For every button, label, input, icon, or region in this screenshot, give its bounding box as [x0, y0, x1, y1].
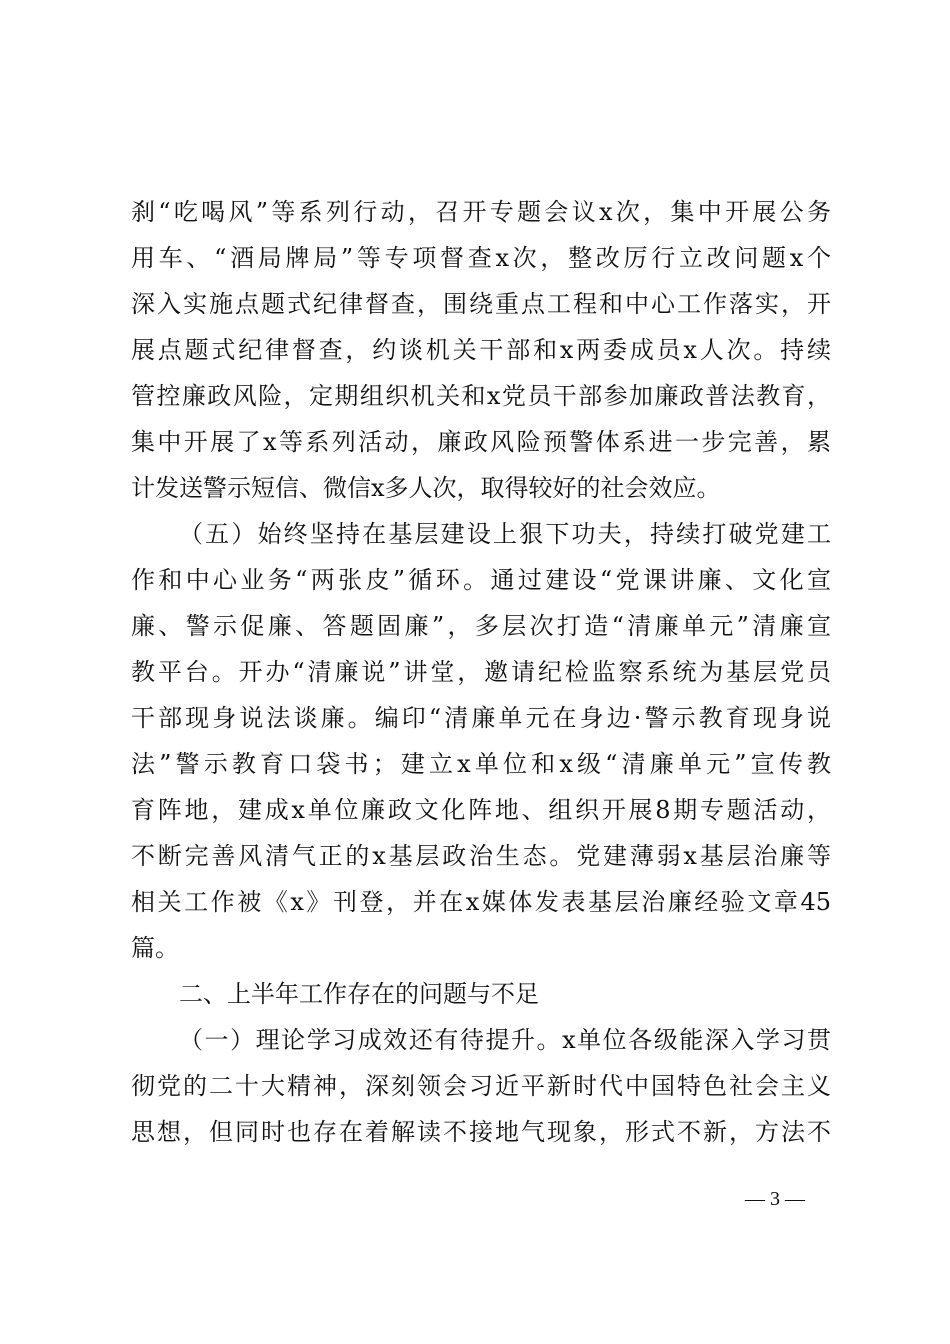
paragraph-line: 廉、警示促廉、答题固廉”，多层次打造“清廉单元”清廉宣 [131, 612, 831, 640]
section-heading: 二、上半年工作存在的问题与不足 [179, 980, 539, 1008]
paragraph-line: 不断完善风清气正的x基层政治生态。党建薄弱x基层治廉等 [131, 842, 831, 870]
paragraph-line: 彻党的二十大精神，深刻领会习近平新时代中国特色社会主义 [131, 1072, 831, 1100]
paragraph-line: 刹“吃喝风”等系列行动，召开专题会议x次，集中开展公务 [131, 198, 831, 226]
paragraph-line: 篇。 [131, 934, 179, 962]
paragraph-line: 集中开展了x等系列活动，廉政风险预警体系进一步完善，累 [131, 428, 831, 456]
paragraph-line: 深入实施点题式纪律督查，围绕重点工程和中心工作落实，开 [131, 290, 831, 318]
paragraph-line: 作和中心业务“两张皮”循环。通过建设“党课讲廉、文化宣 [131, 566, 831, 594]
paragraph-line: 育阵地，建成x单位廉政文化阵地、组织开展8期专题活动， [131, 796, 831, 824]
paragraph-first-line: （五）始终坚持在基层建设上狠下功夫，持续打破党建工 [179, 520, 831, 548]
paragraph-line: 管控廉政风险，定期组织机关和x党员干部参加廉政普法教育， [131, 382, 831, 410]
paragraph-line: 法”警示教育口袋书；建立x单位和x级“清廉单元”宣传教 [131, 750, 831, 778]
paragraph-line: 用车、“酒局牌局”等专项督查x次，整改厉行立改问题x个 [131, 244, 831, 272]
paragraph-line: 展点题式纪律督查，约谈机关干部和x两委成员x人次。持续 [131, 336, 831, 364]
paragraph-line: 思想，但同时也存在着解读不接地气现象，形式不新，方法不 [131, 1118, 831, 1146]
paragraph-line: 干部现身说法谈廉。编印“清廉单元在身边·警示教育现身说 [131, 704, 831, 732]
paragraph-first-line: （一）理论学习成效还有待提升。x单位各级能深入学习贯 [179, 1026, 831, 1054]
paragraph-line: 教平台。开办“清廉说”讲堂，邀请纪检监察系统为基层党员 [131, 658, 831, 686]
page-number: — 3 — [745, 1188, 805, 1210]
paragraph-line: 计发送警示短信、微信x多人次，取得较好的社会效应。 [131, 474, 721, 502]
paragraph-line: 相关工作被《x》刊登，并在x媒体发表基层治廉经验文章45 [131, 888, 831, 916]
